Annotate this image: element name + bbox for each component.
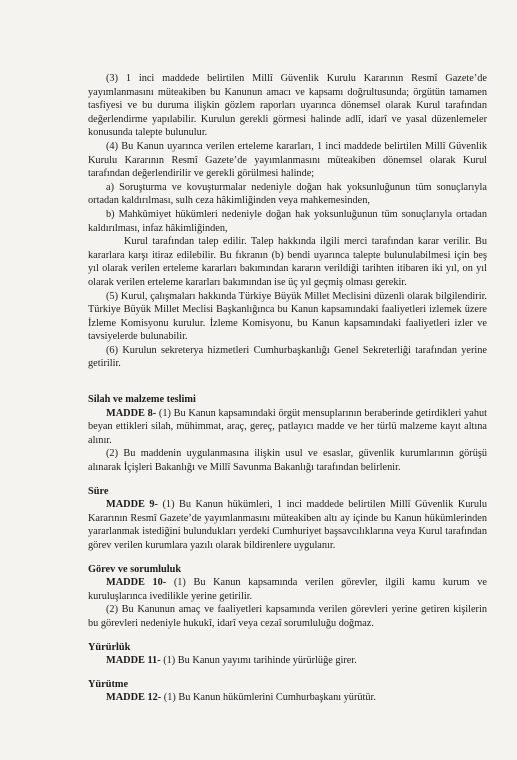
section-madde-9 — [88, 485, 487, 553]
madde-text: (1) Bu Kanun hükümlerini Cumhurbaşkanı yürütür. — [161, 692, 376, 704]
madde-text: (1) Bu Kanun kapsamındaki örgüt mensuplarının beraberinde getirdikleri yahut beyan ettikleri silah, mühimmat, araç, gereç, patlayıcı madde ve her türlü malzeme kayıt altına alınır. — [88, 407, 488, 446]
madde-paragraph — [88, 498, 487, 552]
madde-paragraph — [88, 691, 487, 705]
section-heading: Görev ve sorumluluk — [88, 563, 182, 575]
paragraph: a) Soruşturma ve kovuşturmalar nedeniyle doğan hak yoksunluğunun tüm sonuçlarıyla ortadan kaldırılması, sulh ceza hâkimliğinden veya mahkemesinden, — [88, 181, 487, 207]
paragraph: (5) Kurul, çalışmaları hakkında Türkiye Büyük Millet Meclisini düzenli olarak bilgilendirir. Türkiye Büyük Millet Meclisi Başkanlığınca bu Kanun kapsamındaki faaliyetleri izlemek üzere İzleme Komisyonu kurulur. İzleme Komisyonu, bu Kanun kapsamındaki faaliyetleri izler ve tavsiyelerde bulunabilir. — [88, 290, 487, 343]
section-heading: Süre — [88, 485, 109, 497]
madde-paragraph — [88, 654, 487, 668]
madde-number: MADDE 11- — [106, 655, 161, 667]
madde-number: MADDE 8- — [106, 407, 157, 419]
madde-number: MADDE 9- — [106, 499, 158, 511]
section-madde-12 — [88, 678, 487, 705]
paragraph: b) Mahkûmiyet hükümleri nedeniyle doğan hak yoksunluğunun tüm sonuçlarıyla ortadan kaldırılması, infaz hâkimliğinden, — [88, 208, 487, 234]
section-heading: Silah ve malzeme teslimi — [88, 394, 196, 406]
madde-text: (1) Bu Kanun yayımı tarihinde yürürlüğe girer. — [160, 655, 357, 667]
paragraph: (4) Bu Kanun uyarınca verilen erteleme kararları, 1 inci maddede belirtilen Millî Güvenlik Kurulu Kararının Resmî Gazete’de yayımlanmasını müteakiben dönemsel olarak Kurul tarafından değerlendirilir ve gerekli görülmesi halinde; — [88, 140, 487, 180]
madde-number: MADDE 10- — [106, 577, 167, 589]
madde-paragraph — [88, 576, 487, 603]
paragraph: Kurul tarafından talep edilir. Talep hakkında ilgili merci tarafından karar verilir. Bu kararlara karşı itiraz edilebilir. Bu fıkranın (b) bendi uyarınca talepte bulunulabilmesi için beş yıl olarak verilen erteleme kararları bakımından kararın verildiği tarihten itibaren iki yıl, on yıl olarak verilen erteleme kararları bakımından ise üç yıl geçmiş olması gerekir. — [88, 236, 487, 288]
section-madde-10 — [88, 563, 487, 631]
paragraph: (2) Bu maddenin uygulanmasına ilişkin usul ve esaslar, güvenlik kurumlarının görüşü alınarak İçişleri Bakanlığı ve Millî Savunma Bakanlığı tarafından belirlenir. — [88, 448, 487, 474]
madde-text: (1) Bu Kanun kapsamında verilen görevler, ilgili kamu kurum ve kuruluşlarınca ivedilikle yerine getirilir. — [88, 577, 487, 602]
section-madde-11 — [88, 641, 487, 668]
paragraph: (3) 1 inci maddede belirtilen Millî Güvenlik Kurulu Kararının Resmî Gazete’de yayımlanmasını müteakiben bu Kanunun amacı ve kapsamı doğrultusunda; örgütün tamamen tasfiyesi ve bu duruma ilişkin gözlem raporları uyarınca dönemsel olarak Kurul tarafından değerlendirme yapılabilir. Kurulun gerekli görmesi halinde adlî, idarî ve yasal düzenlemeler konusunda talepte bulunulur. — [88, 73, 487, 139]
paragraph: (6) Kurulun sekreterya hizmetleri Cumhurbaşkanlığı Genel Sekreterliği tarafından yerine getirilir. — [88, 344, 487, 370]
madde-text: (1) Bu Kanun hükümleri, 1 inci maddede belirtilen Millî Güvenlik Kurulu Kararının Resmî Gazete’de yayımlanmasını müteakiben altı ay içinde bu Kanun hükümlerinden yararlanmak istediğini bulundukları yerdeki Cumhuriyet başsavcılıklarına veya Kurul tarafından görev verilen kurumlara yazılı olarak bildirenlere uygulanır. — [88, 499, 487, 551]
section-heading: Yürütme — [88, 678, 129, 690]
top-paragraphs — [88, 72, 487, 371]
section-madde-8 — [88, 393, 487, 475]
madde-paragraph — [88, 407, 487, 448]
section-heading: Yürürlük — [88, 641, 131, 653]
madde-number: MADDE 12- — [106, 692, 162, 704]
paragraph: (2) Bu Kanunun amaç ve faaliyetleri kapsamında verilen görevleri yerine getiren kişilerin bu görevleri nedeniyle hukukî, idarî veya cezaî sorumluluğu doğmaz. — [88, 604, 487, 629]
